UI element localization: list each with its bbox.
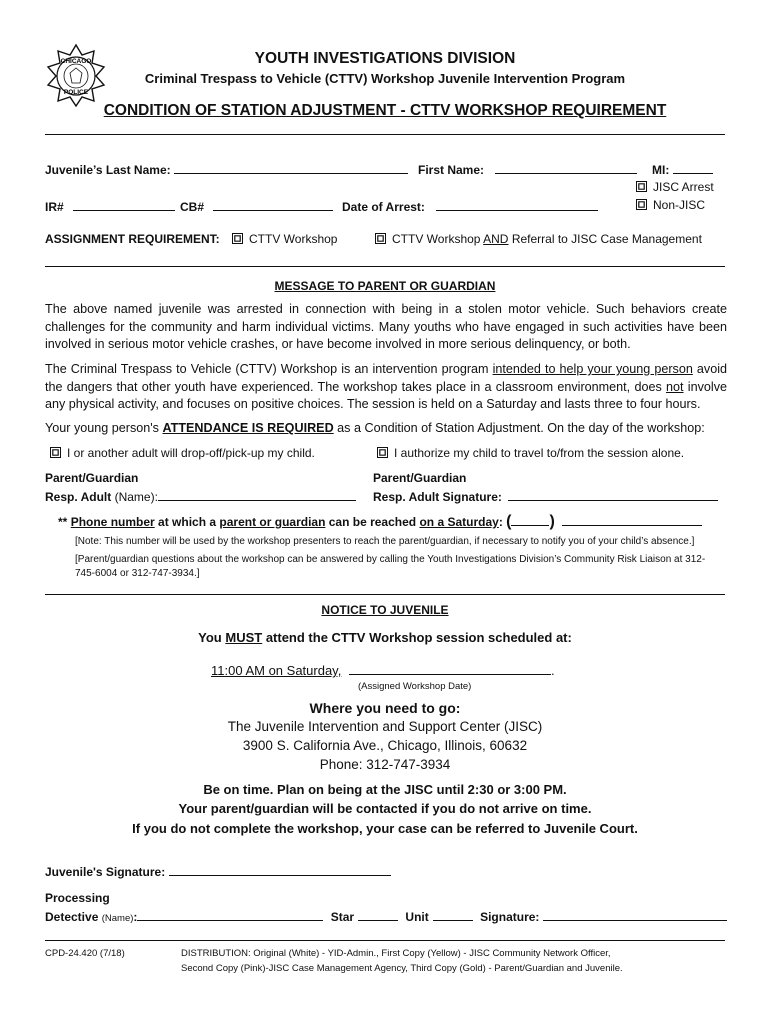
division-title: YOUTH INVESTIGATIONS DIVISION — [254, 50, 516, 67]
form-title: CONDITION OF STATION ADJUSTMENT - CTTV WORKSHOP REQUIREMENT — [103, 102, 667, 119]
program-title: Criminal Trespass to Vehicle (CTTV) Workshop Juvenile Intervention Program — [144, 71, 626, 86]
juvenile-signature-label: Juvenile's Signature: — [45, 865, 166, 879]
checkbox-icon — [375, 233, 386, 244]
parent-guardian-label-left: Parent/Guardian — [45, 471, 139, 485]
drop-off-checkbox[interactable] — [50, 446, 315, 460]
center-address: 3900 S. California Ave., Chicago, Illinois, 60632 — [242, 738, 528, 753]
notice-line-1: Be on time. Plan on being at the JISC until 2:30 or 3:00 PM. — [203, 782, 567, 797]
jisc-arrest-checkbox[interactable] — [636, 180, 714, 194]
unit-label: Unit — [405, 910, 429, 924]
non-jisc-checkbox[interactable] — [636, 198, 705, 212]
message-paragraph-1: The above named juvenile was arrested in connection with being in a stolen motor vehicle. Such behaviors create challenges for the community and harm individual victims. Many youths who have engaged in such activities have been involved in serious motor vehicle crashes, or have become involved in more serious delinquency, or both. — [45, 302, 727, 352]
parent-guardian-label-right: Parent/Guardian — [373, 471, 467, 485]
must-attend: You MUST attend the CTTV Workshop session scheduled at: — [198, 630, 572, 645]
cttv-workshop-checkbox[interactable] — [232, 232, 337, 246]
detective-label: Detective — [45, 910, 99, 924]
first-name-field[interactable] — [418, 161, 637, 177]
ir-label: IR# — [45, 200, 64, 214]
notice-line-2: Your parent/guardian will be contacted if you do not arrive on time. — [178, 801, 592, 816]
distribution-line-1: DISTRIBUTION: Original (White) - YID-Admin., First Copy (Yellow) - JISC Community Network Officer, — [181, 948, 611, 959]
non-jisc-label: Non-JISC — [653, 198, 706, 212]
checkbox-icon — [377, 447, 388, 458]
resp-adult-label: Resp. Adult — [45, 490, 112, 504]
seal-bottom-text: POLICE — [63, 89, 89, 96]
message-heading: MESSAGE TO PARENT OR GUARDIAN — [274, 279, 496, 293]
first-name-label: First Name: — [418, 163, 485, 177]
footer-divider — [45, 940, 725, 941]
message-paragraph-2: The Criminal Trespass to Vehicle (CTTV) Workshop is an intervention program intended to help your young person avoid the dangers that other youth have experienced. The workshop takes place in a classroom environment, does not involve any physical activity, and focuses on positive choices. The session is held on a Saturday and lasts three to four hours. — [45, 362, 727, 412]
cb-field[interactable] — [180, 198, 333, 214]
note-phone: [Note: This number will be used by the workshop presenters to reach the parent/guardian, if necessary to notify you of your child’s absence.] — [75, 536, 695, 547]
last-name-label: Juvenile’s Last Name: — [45, 163, 171, 177]
saturday-phone-field[interactable]: ** Phone number at which a parent or guardian can be reached on a Saturday: ( ) — [58, 513, 702, 531]
checkbox-icon — [232, 233, 243, 244]
center-phone: Phone: 312-747-3934 — [319, 757, 451, 772]
resp-adult-name-field[interactable] — [45, 488, 356, 504]
message-paragraph-3: Your young person's ATTENDANCE IS REQUIRED as a Condition of Station Adjustment. On the day of the workshop: — [45, 421, 705, 435]
juvenile-signature-field[interactable] — [45, 863, 391, 879]
checkbox-icon — [50, 447, 61, 458]
date-of-arrest-field[interactable] — [342, 198, 598, 214]
notice-heading: NOTICE TO JUVENILE — [321, 603, 449, 617]
cttv-referral-label: CTTV Workshop AND Referral to JISC Case Management — [392, 232, 702, 246]
center-name: The Juvenile Intervention and Support Center (JISC) — [227, 719, 543, 734]
detective-name-field[interactable]: Detective (Name): Star Unit Signature: — [45, 908, 727, 924]
distribution-line-2: Second Copy (Pink)-JISC Case Management Agency, Third Copy (Gold) - Parent/Guardian and Juvenile. — [181, 963, 623, 974]
workshop-time: 11:00 AM on Saturday, — [211, 663, 342, 678]
mi-label: MI: — [652, 163, 670, 177]
message-divider — [45, 594, 725, 595]
cttv-workshop-label: CTTV Workshop — [249, 232, 338, 246]
cttv-referral-checkbox[interactable] — [375, 232, 702, 246]
jisc-arrest-label: JISC Arrest — [653, 180, 714, 194]
cb-label: CB# — [180, 200, 205, 214]
date-of-arrest-label: Date of Arrest: — [342, 200, 425, 214]
signature-label: Signature: — [480, 910, 540, 924]
form-number: CPD-24.420 (7/18) — [45, 948, 125, 959]
assignment-divider — [45, 266, 725, 267]
resp-adult-signature-field[interactable] — [373, 488, 718, 504]
mi-field[interactable] — [652, 161, 713, 177]
star-label: Star — [330, 910, 355, 924]
assigned-date-caption: (Assigned Workshop Date) — [358, 681, 472, 692]
name-label: (Name): — [111, 490, 158, 504]
drop-off-label: I or another adult will drop-off/pick-up my child. — [67, 446, 315, 460]
notice-line-3: If you do not complete the workshop, your case can be referred to Juvenile Court. — [132, 821, 638, 836]
note-questions: [Parent/guardian questions about the workshop can be answered by calling the Youth Investigations Division’s Community Risk Liaison at 312-745-6004 or 312-747-3934.] — [75, 554, 706, 579]
where-heading: Where you need to go: — [309, 700, 461, 716]
processing-label: Processing — [45, 891, 110, 905]
checkbox-icon — [636, 181, 647, 192]
resp-signature-label: Resp. Adult Signature: — [373, 490, 502, 504]
assignment-label: ASSIGNMENT REQUIREMENT: — [45, 232, 220, 246]
seal-top-text: CHICAGO — [60, 58, 92, 65]
travel-alone-checkbox[interactable] — [377, 446, 684, 460]
checkbox-icon — [636, 199, 647, 210]
ir-field[interactable] — [45, 198, 175, 214]
workshop-date-field[interactable]: 11:00 AM on Saturday, . — [211, 663, 555, 678]
last-name-field[interactable] — [45, 161, 408, 177]
travel-alone-label: I authorize my child to travel to/from the session alone. — [394, 446, 685, 460]
header-divider — [45, 134, 725, 135]
